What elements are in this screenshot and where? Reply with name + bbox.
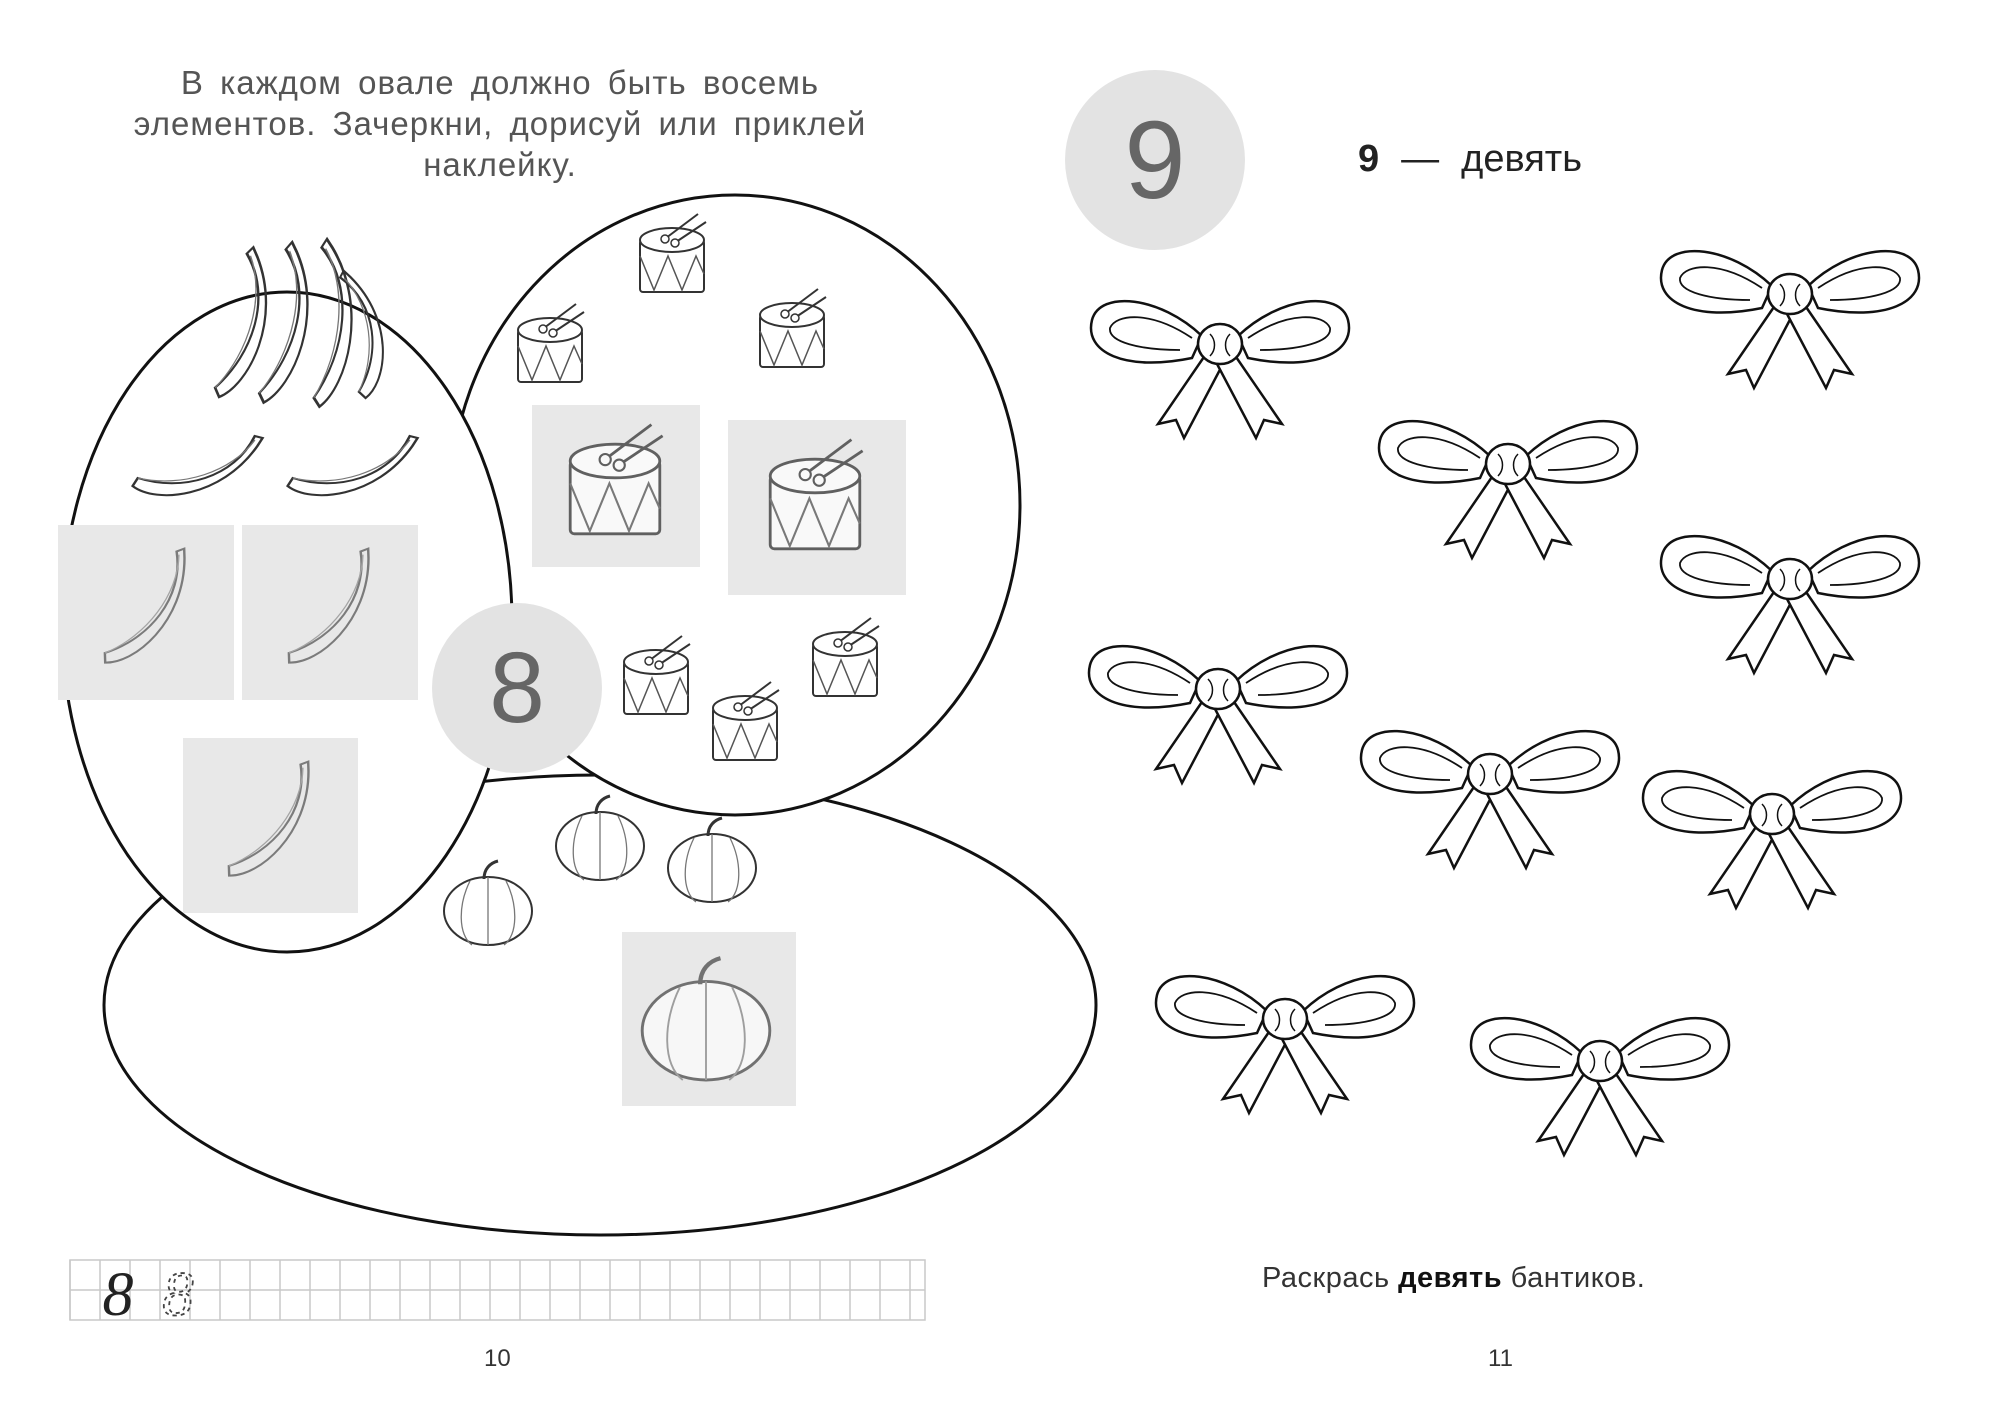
caption-after: бантиков. (1510, 1262, 1646, 1294)
bow-2 (1661, 251, 1919, 388)
bow-3 (1379, 421, 1637, 558)
tracing-digit-dashed: 8 (162, 1261, 194, 1329)
big-number-8: 8 (489, 632, 545, 744)
sticker-slot (242, 525, 418, 700)
title-dash: — (1401, 138, 1440, 180)
bow-9 (1471, 1018, 1729, 1155)
tracing-digit: 8 (102, 1261, 134, 1329)
sticker-slot (183, 738, 358, 913)
page-number-right: 11 (1488, 1345, 1513, 1372)
bow-1 (1091, 301, 1349, 438)
bow-7 (1643, 771, 1901, 908)
title-digit: 9 (1358, 138, 1380, 180)
bow-8 (1156, 976, 1414, 1113)
bow-5 (1089, 646, 1347, 783)
instruction-text: В каждом овале должно быть восемь элементов. Зачеркни, дорисуй или приклей наклейку. (133, 64, 867, 183)
big-number-9: 9 (1124, 99, 1186, 222)
sticker-slot (58, 525, 234, 700)
page-number-left: 10 (484, 1345, 511, 1372)
bow-6 (1361, 731, 1619, 868)
tracing-grid (70, 1260, 925, 1320)
caption-bold: девять (1398, 1262, 1503, 1294)
bow-4 (1661, 536, 1919, 673)
caption-before: Раскрась (1262, 1262, 1390, 1294)
title-word: девять (1461, 138, 1582, 180)
